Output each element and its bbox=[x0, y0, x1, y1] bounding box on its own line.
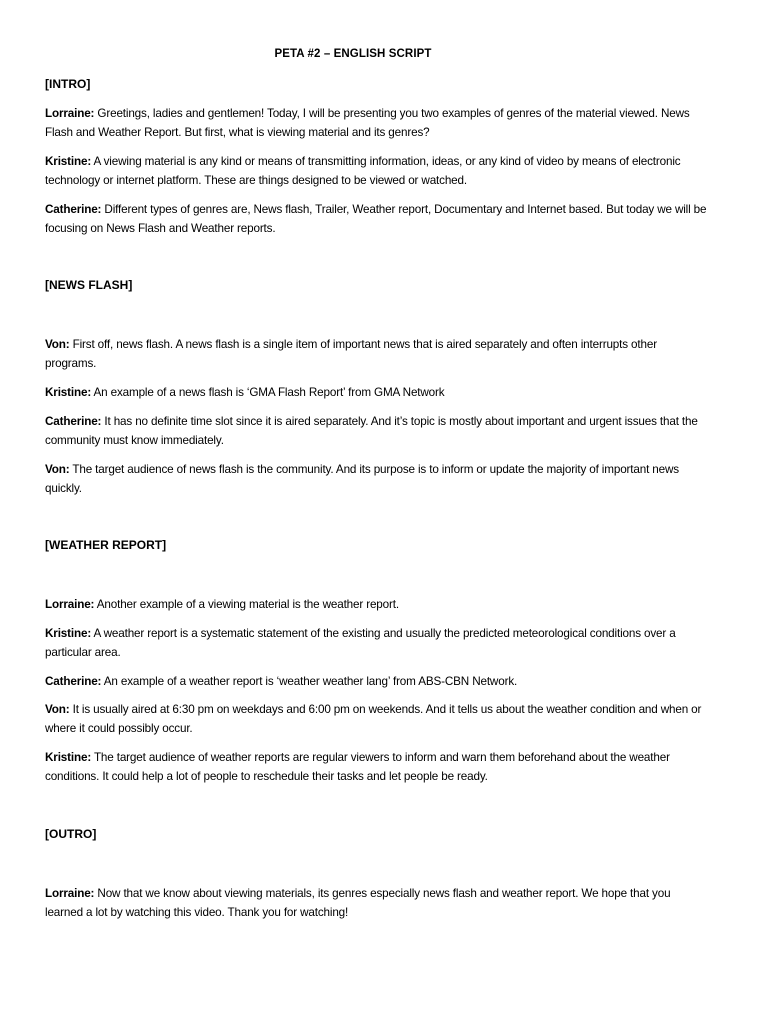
speaker-name: Von: bbox=[45, 463, 70, 476]
document-title: PETA #2 – ENGLISH SCRIPT bbox=[274, 48, 432, 60]
line-text: It has no definite time slot since it is aired separately. And it’s topic is mostly about important and urgent issues that the community must know immediately. bbox=[45, 415, 698, 447]
script-line bbox=[45, 748, 710, 786]
script-line bbox=[45, 672, 710, 691]
script-line bbox=[45, 383, 710, 402]
script-line bbox=[45, 412, 710, 450]
line-text: Different types of genres are, News flash, Trailer, Weather report, Documentary and Internet based. But today we will be focusing on News Flash and Weather reports. bbox=[45, 203, 707, 235]
line-text: It is usually aired at 6:30 pm on weekdays and 6:00 pm on weekends. And it tells us about the weather condition and when or where it could possibly occur. bbox=[45, 703, 702, 735]
line-text: A weather report is a systematic statement of the existing and usually the predicted meteorological conditions over a particular area. bbox=[45, 627, 676, 659]
line-text: The target audience of news flash is the community. And its purpose is to inform or update the majority of important news quickly. bbox=[45, 463, 679, 495]
script-line bbox=[45, 595, 710, 614]
script-line bbox=[45, 200, 710, 238]
section-heading-intro: [INTRO] bbox=[45, 77, 91, 91]
script-line bbox=[45, 700, 710, 738]
speaker-name: Lorraine: bbox=[45, 887, 95, 900]
speaker-name: Von: bbox=[45, 338, 70, 351]
speaker-name: Von: bbox=[45, 703, 70, 716]
speaker-name: Kristine: bbox=[45, 155, 92, 168]
line-text: An example of a news flash is ‘GMA Flash Report’ from GMA Network bbox=[91, 386, 445, 399]
line-text: First off, news flash. A news flash is a single item of important news that is aired separately and often interrupts other programs. bbox=[45, 338, 657, 370]
speaker-name: Catherine: bbox=[45, 203, 102, 216]
script-line bbox=[45, 624, 710, 662]
line-text: Now that we know about viewing materials, its genres especially news flash and weather report. We hope that you learned a lot by watching this video. Thank you for watching! bbox=[45, 887, 671, 919]
speaker-name: Lorraine: bbox=[45, 598, 95, 611]
script-line bbox=[45, 104, 710, 142]
line-text: A viewing material is any kind or means of transmitting information, ideas, or any kind of video by means of electronic technology or internet platform. These are things designed to be viewed or watched. bbox=[45, 155, 681, 187]
line-text: Another example of a viewing material is the weather report. bbox=[94, 598, 399, 611]
section-heading-outro: [OUTRO] bbox=[45, 827, 97, 841]
speaker-name: Lorraine: bbox=[45, 107, 95, 120]
script-line bbox=[45, 335, 710, 373]
speaker-name: Kristine: bbox=[45, 627, 92, 640]
script-line bbox=[45, 884, 710, 922]
script-line bbox=[45, 152, 710, 190]
speaker-name: Kristine: bbox=[45, 751, 92, 764]
speaker-name: Kristine: bbox=[45, 386, 92, 399]
section-heading-weather-report: [WEATHER REPORT] bbox=[45, 538, 167, 552]
speaker-name: Catherine: bbox=[45, 675, 102, 688]
line-text: Greetings, ladies and gentlemen! Today, I will be presenting you two examples of genres of the material viewed. News Flash and Weather Report. But first, what is viewing material and its genres? bbox=[45, 107, 690, 139]
section-heading-news-flash: [NEWS FLASH] bbox=[45, 278, 133, 292]
speaker-name: Catherine: bbox=[45, 415, 102, 428]
line-text: The target audience of weather reports are regular viewers to inform and warn them beforehand about the weather conditions. It could help a lot of people to reschedule their tasks and let people be ready. bbox=[45, 751, 670, 783]
script-line bbox=[45, 460, 710, 498]
line-text: An example of a weather report is ‘weather weather lang’ from ABS-CBN Network. bbox=[101, 675, 518, 688]
